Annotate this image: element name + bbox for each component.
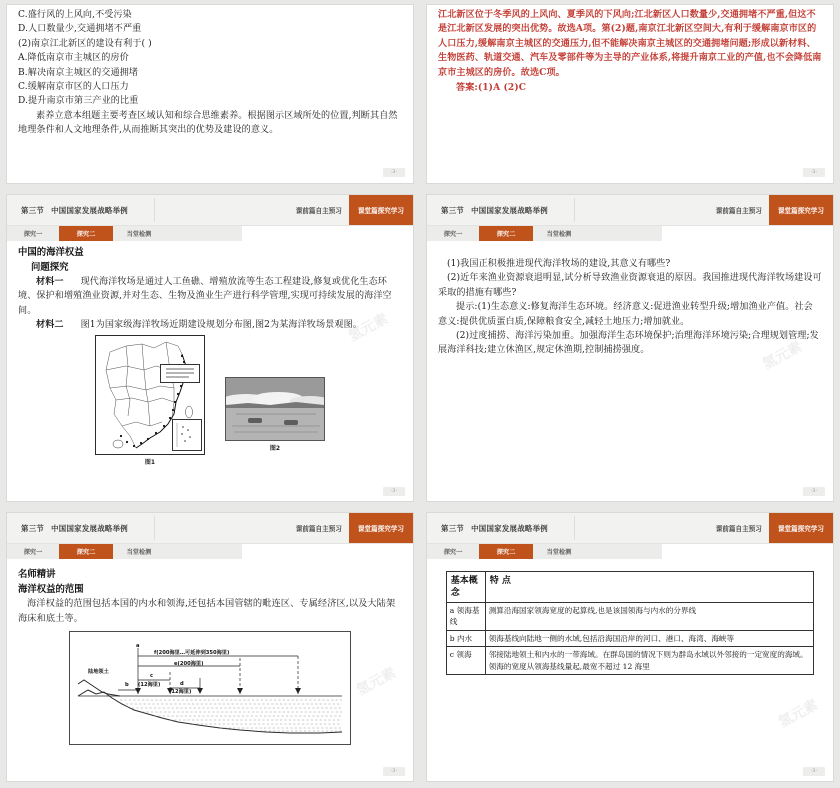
material-1-label: 材料一 xyxy=(36,276,64,287)
page-badge: ·3· xyxy=(383,168,405,177)
slide-6[interactable] xyxy=(426,512,834,782)
slide-5-body xyxy=(7,559,413,782)
diagram-label-b: b xyxy=(125,682,129,689)
page-badge: ·3· xyxy=(803,168,825,177)
concept-detail: 测算沿海国家领海宽度的起算线,也是该国领海与内水的分界线 xyxy=(485,603,814,631)
slide-cell-4[interactable] xyxy=(420,190,840,508)
header-concept: 基本概念 xyxy=(446,572,485,603)
section-title: 中国国家发展战略举例 xyxy=(471,205,548,215)
slide-header xyxy=(427,195,833,226)
slide-4-body xyxy=(427,241,833,502)
answer-explanation: 江北新区位于冬季风的上风向、夏季风的下风向;江北新区人口数量少,交通拥堵不严重,但这不是江北新区发展的突出优势。故选A项。第(2)题,南京江北新区空间大,有利于缓解南京市区的人口压力,缓解南京主城区的交通压力,但不能解决南京主城区的交通拥堵问题;形成以新材料、生物医药、轨道交通、汽车及零部件等为主导的产业体系,将提升南京工业的产值,也不会降低南京市主城区的房价。故选C项。 xyxy=(438,9,822,78)
maritime-zones-diagram xyxy=(69,631,351,745)
header-tabs xyxy=(289,513,413,543)
material-2 xyxy=(18,318,402,332)
option-line: A.降低南京市主城区的房价 xyxy=(18,53,129,64)
slide-1[interactable] xyxy=(6,4,414,184)
map-legend xyxy=(160,364,200,383)
question-1: (1)我国正积极推进现代海洋牧场的建设,其意义有哪些? xyxy=(447,259,671,269)
slide-title xyxy=(7,195,128,225)
concept-detail: 领海基线向陆地一侧的水域,包括沿海国沿岸的河口、港口、海湾、海峡等 xyxy=(485,630,814,646)
header-tabs xyxy=(709,195,833,225)
question-2: (2)近年来渔业资源衰退明显,试分析导致渔业资源衰退的原因。我国推进现代海洋牧场建设可采取的措施有哪些? xyxy=(438,273,822,298)
slide-header xyxy=(427,513,833,544)
table-header-row xyxy=(446,572,814,603)
subtab-quiz[interactable]: 当堂检测 xyxy=(546,549,572,556)
question-stem: (2)南京江北新区的建设有利于( ) xyxy=(18,38,152,49)
slide-1-body xyxy=(7,5,413,183)
table-row xyxy=(446,603,814,631)
legend-lines xyxy=(161,365,199,382)
header-spacer xyxy=(575,513,709,543)
diagram-label-c: c xyxy=(150,673,154,680)
subtab-explore-2[interactable]: 探究二 xyxy=(59,226,113,241)
section-number: 第三节 xyxy=(21,523,45,533)
tab-preview[interactable]: 课前篇自主预习 xyxy=(295,525,342,533)
table-row xyxy=(446,630,814,646)
slide-3-body xyxy=(7,241,413,502)
material-1-text: 现代海洋牧场是通过人工鱼礁、增殖放流等生态工程建设,修复或优化生态环境、保护和增殖渔业资源,并对生态、生物及渔业生产进行科学管理,实现可持续发展的海洋空间。 xyxy=(18,277,392,316)
hint-label: 提示: xyxy=(456,302,478,313)
section-number: 第三节 xyxy=(441,523,465,533)
subtab-quiz[interactable]: 当堂检测 xyxy=(126,231,152,238)
slide-title xyxy=(427,195,548,225)
watermark: 氢元素 xyxy=(760,338,805,373)
page-badge: ·3· xyxy=(803,487,825,496)
watermark: 氢元素 xyxy=(346,310,391,345)
diagram-label-c-width: (12海里) xyxy=(138,682,161,689)
lecture-subheading: 海洋权益的范围 xyxy=(18,584,84,595)
lesson-subheading: 问题探究 xyxy=(31,262,69,273)
slide-header xyxy=(7,195,413,226)
sea-ranch-photo xyxy=(225,377,325,441)
diagram-label-f: f(200海里…可延伸到350海里) xyxy=(154,650,230,657)
slide-4[interactable] xyxy=(426,194,834,502)
figure-row xyxy=(18,335,402,466)
header-spacer xyxy=(155,513,289,543)
analysis-paragraph: 素养立意本组题主要考查区域认知和综合思维素养。根据图示区域所处的位置,判断其自然地理条件和人文地理条件,从而推断其突出的优势及建设的意义。 xyxy=(18,110,398,136)
photo-svg xyxy=(226,378,324,440)
sub-tabs xyxy=(7,544,242,559)
slide-cell-6[interactable] xyxy=(420,508,840,788)
page-badge: ·3· xyxy=(383,767,405,776)
diagram-label-land: 陆地领土 xyxy=(88,669,109,676)
lesson-heading: 中国的海洋权益 xyxy=(18,247,84,258)
diagram-label-e: e(200海里) xyxy=(174,661,204,668)
sub-tabs xyxy=(427,544,662,559)
figure-photo xyxy=(225,377,325,452)
material-2-label: 材料二 xyxy=(36,319,64,331)
header-feature: 特 点 xyxy=(485,572,814,603)
slide-2-body xyxy=(427,5,833,183)
option-line: C.缓解南京市区的人口压力 xyxy=(18,82,129,93)
figure-2-caption: 图2 xyxy=(269,444,281,452)
slide-3[interactable] xyxy=(6,194,414,502)
map-inset-south-sea xyxy=(172,419,202,451)
answer-line: 答案:(1)A (2)C xyxy=(456,82,527,94)
tab-preview[interactable]: 课前篇自主预习 xyxy=(295,207,342,215)
slide-6-body xyxy=(427,559,833,782)
material-2-text: 图1为国家级海洋牧场近期建设规划分布图,图2为某海洋牧场景观图。 xyxy=(80,320,362,331)
header-tabs xyxy=(709,513,833,543)
concept-key: b 内水 xyxy=(446,630,485,646)
sub-tabs xyxy=(427,226,662,241)
concept-key: a 领海基线 xyxy=(446,603,485,631)
table-row xyxy=(446,647,814,675)
material-1 xyxy=(18,275,402,318)
slide-cell-5[interactable] xyxy=(0,508,420,788)
subtab-explore-2[interactable]: 探究二 xyxy=(479,544,533,559)
option-line: B.解决南京主城区的交通拥堵 xyxy=(18,67,139,78)
header-spacer xyxy=(155,195,289,225)
slide-title xyxy=(7,513,128,543)
subtab-explore-1[interactable]: 探究一 xyxy=(443,549,463,556)
figure-map xyxy=(95,335,205,466)
section-number: 第三节 xyxy=(441,205,465,215)
slide-cell-2[interactable] xyxy=(420,0,840,190)
tab-preview[interactable]: 课前篇自主预习 xyxy=(715,207,762,215)
diagram-label-d-width: (12海里) xyxy=(169,689,192,696)
slide-5[interactable] xyxy=(6,512,414,782)
header-tabs xyxy=(289,195,413,225)
diagram-label-d: d xyxy=(180,681,184,688)
slide-cell-3[interactable] xyxy=(0,190,420,508)
subtab-explore-1[interactable]: 探究一 xyxy=(23,231,43,238)
slide-header xyxy=(7,513,413,544)
page-badge: ·3· xyxy=(383,487,405,496)
tab-explore-active[interactable]: 课堂篇探究学习 xyxy=(349,195,413,225)
concept-key: c 领海 xyxy=(446,647,485,675)
diagram-label-a: a xyxy=(136,643,140,650)
subtab-explore-1[interactable]: 探究一 xyxy=(443,231,463,238)
subtab-quiz[interactable]: 当堂检测 xyxy=(546,231,572,238)
hint-1 xyxy=(438,300,822,329)
tab-explore-active[interactable]: 课堂篇探究学习 xyxy=(769,195,833,225)
tab-explore-active[interactable]: 课堂篇探究学习 xyxy=(769,513,833,543)
page-badge: ·3· xyxy=(803,767,825,776)
section-title: 中国国家发展战略举例 xyxy=(471,523,548,533)
section-number: 第三节 xyxy=(21,205,45,215)
china-coastal-map xyxy=(95,335,205,455)
option-line: D.人口数量少,交通拥堵不严重 xyxy=(18,24,142,35)
inset-svg xyxy=(173,420,201,450)
tab-explore-active[interactable]: 课堂篇探究学习 xyxy=(349,513,413,543)
tab-preview[interactable]: 课前篇自主预习 xyxy=(715,525,762,533)
subtab-explore-2[interactable]: 探究二 xyxy=(59,544,113,559)
subtab-quiz[interactable]: 当堂检测 xyxy=(126,549,152,556)
section-title: 中国国家发展战略举例 xyxy=(51,205,128,215)
watermark: 氢元素 xyxy=(776,696,821,731)
concept-detail: 邻接陆地领土和内水的一带海域。在群岛国的情况下则为群岛水域以外邻接的一定宽度的海域。领海的宽度从领海基线量起,最宽不超过 12 海里 xyxy=(485,647,814,675)
figure-1-caption: 图1 xyxy=(144,458,156,466)
hint-1-text: (1)生态意义:修复海洋生态环境。经济意义:促进渔业转型升级;增加渔业产值。社会意义:提供优质蛋白质,保障粮食安全,减轻土地压力;增加就业。 xyxy=(438,302,813,327)
section-title: 中国国家发展战略举例 xyxy=(51,523,128,533)
hint-2: (2)过度捕捞、海洋污染加重。加强海洋生态环境保护;治理海洋环境污染;合理规划管理;发展海洋科技;建立休渔区,规定休渔期,控制捕捞强度。 xyxy=(438,331,819,356)
slide-cell-1[interactable] xyxy=(0,0,420,190)
concept-table xyxy=(446,571,815,675)
lecture-heading: 名师精讲 xyxy=(18,569,56,580)
lecture-paragraph: 海洋权益的范围包括本国的内水和领海,还包括本国管辖的毗连区、专属经济区,以及大陆架海床和底土等。 xyxy=(18,598,396,624)
slide-2[interactable] xyxy=(426,4,834,184)
watermark: 氢元素 xyxy=(354,664,399,699)
subtab-explore-1[interactable]: 探究一 xyxy=(23,549,43,556)
slide-title xyxy=(427,513,548,543)
sub-tabs xyxy=(7,226,242,241)
header-spacer xyxy=(575,195,709,225)
subtab-explore-2[interactable]: 探究二 xyxy=(479,226,533,241)
option-line: C.盛行风的上风向,不受污染 xyxy=(18,10,132,20)
option-line: D.提升南京市第三产业的比重 xyxy=(18,96,139,107)
